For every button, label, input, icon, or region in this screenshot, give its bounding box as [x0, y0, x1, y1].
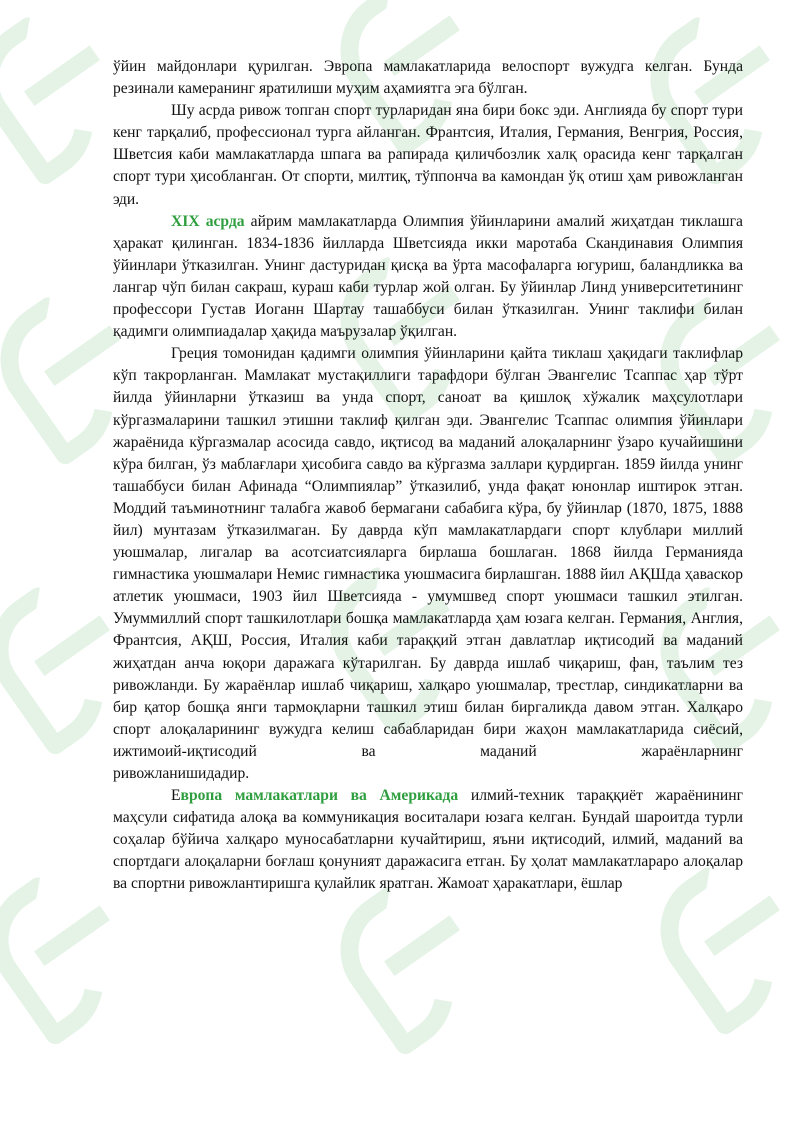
paragraph-4-text-c: ривожланишидадир.: [113, 765, 250, 782]
paragraph-4-line-c: [113, 763, 743, 785]
paragraph-2: [113, 100, 743, 210]
highlight-europe-america: вропа мамлакатлари ва Америкада: [180, 787, 459, 805]
paragraph-5-text: илмий-техник тараққиёт жараёнининг маҳсули сифатида алоқа ва коммуникация воситалари юзага келган. Бундай шароитда турли соҳалар бўйича халқаро муносабатларни кучайтириш, яъни иқтисодий, илмий, маданий ва спортдаги алоқаларни боғлаш қонуният даражасига етган. Бу ҳолат мамлакатлараро алоқалар ва спортни ривожлантиришга қулайлик яратган. Жамоат ҳаракатлари, ёшлар: [113, 787, 743, 893]
highlight-xix-century: XIX асрда: [171, 212, 245, 230]
paragraph-3: [113, 211, 743, 344]
paragraph-5: [113, 785, 743, 895]
paragraph-3-text: айрим мамлакатларда Олимпия ўйинларини амалий жиҳатдан тиклашга ҳаракат қилинган. 1834-1836 йилларда Шветсияда икки маротаба Скандинавия Олимпия ўйинлари ўтказилган. Унинг дастуридан қисқа ва ўрта масофаларга югуриш, баландликка ва лангар чўп билан сакраш, кураш каби турлар жой олган. Бу ўйинлар Линд университетининг профессори Густав Иоганн Шартау ташаббуси билан ўтказилган. Унинг таклифи билан қадимги олимпиадалар ҳақида маърузалар ўқилган.: [113, 212, 743, 341]
paragraph-4: [113, 343, 743, 741]
paragraph-4-text-b: ижтимоий-иқтисодий ва маданий жараёнларнинг: [113, 742, 743, 760]
paragraph-1-text: ўйин майдонлари қурилган. Эвропа мамлакатларида велоспорт вужудга келган. Бунда резинали камеранинг яратилиши муҳим аҳамиятга эга бўлган.: [113, 58, 743, 98]
paragraph-4-line-b: [113, 741, 743, 763]
paragraph-2-text: Шу асрда ривож топган спорт турларидан яна бири бокс эди. Англияда бу спорт тури кенг тарқалиб, профессионал турга айланган. Франтсия, Италия, Германия, Венгрия, Россия, Шветсия каби мамлакатларда шпага ва рапирада қиличбозлик халқ орасида кенг тарқалган спорт тури ҳисобланган. От спорти, милтиқ, тўппонча ва камондан ўқ отиш ҳам ривожланган эди.: [113, 102, 743, 208]
paragraph-1: [113, 56, 743, 100]
document-page: [113, 56, 743, 896]
paragraph-4-text: Греция томонидан қадимги олимпия ўйинларини қайта тиклаш ҳақидаги таклифлар кўп такрорланган. Мамлакат мустақиллиги тарафдори бўлган Эвангелис Тсаппас ҳар тўрт йилда ўйинларни ўтказиш ва унда спорт, саноат ва қишлоқ хўжалик маҳсулотлари кўргазмаларини ташкил этишни таклиф қилган эди. Эвангелис Тсаппас олимпия ўйинлари жараёнида кўргазмалар асосида савдо, иқтисод ва маданий алоқаларнинг ўзаро кучайишини кўра билган, ўз маблағлари ҳисобига савдо ва кўргазма заллари қурдирган. 1859 йилда унинг ташаббуси билан Афинада “Олимпиялар” ўтказилиб, унда фақат юнонлар иштирок этган. Моддий таъминотнинг талабга жавоб бермагани сабабига кўра, бу ўйинлар (1870, 1875, 1888 йил) мунтазам ўтказилмаган. Бу даврда кўп мамлакатлардаги спорт клублари миллий уюшмалар, лигалар ва асотсиатсияларга бирлаша бошлаган. 1868 йилда Германияда гимнастика уюшмалари Немис гимнастика уюшмасига бирлашган. 1888 йил АҚШда ҳаваскор атлетик уюшмаси, 1903 йил Шветсияда - умумшвед спорт уюшмаси ташкил этилган. Умуммиллий спорт ташкилотлари бошқа мамлакатларда ҳам юзага келган. Германия, Англия, Франтсия, АҚШ, Россия, Италия каби тараққий этган давлатлар иқтисодий ва маданий жиҳатдан анча юқори даражага кўтарилган. Бу даврда ишлаб чиқариш, фан, таълим тез ривожланди. Бу жараёнлар ишлаб чиқариш, халқаро уюшмалар, трестлар, синдикатларни ва бир қатор бошқа янги тармоқларни ташкил этиш билан биргаликда давом этган. Халқаро спорт алоқаларининг вужудга келиш сабабларидан бири жаҳон мамлакатларида сиёсий,: [113, 345, 743, 738]
paragraph-5-lead: Е: [171, 787, 181, 805]
